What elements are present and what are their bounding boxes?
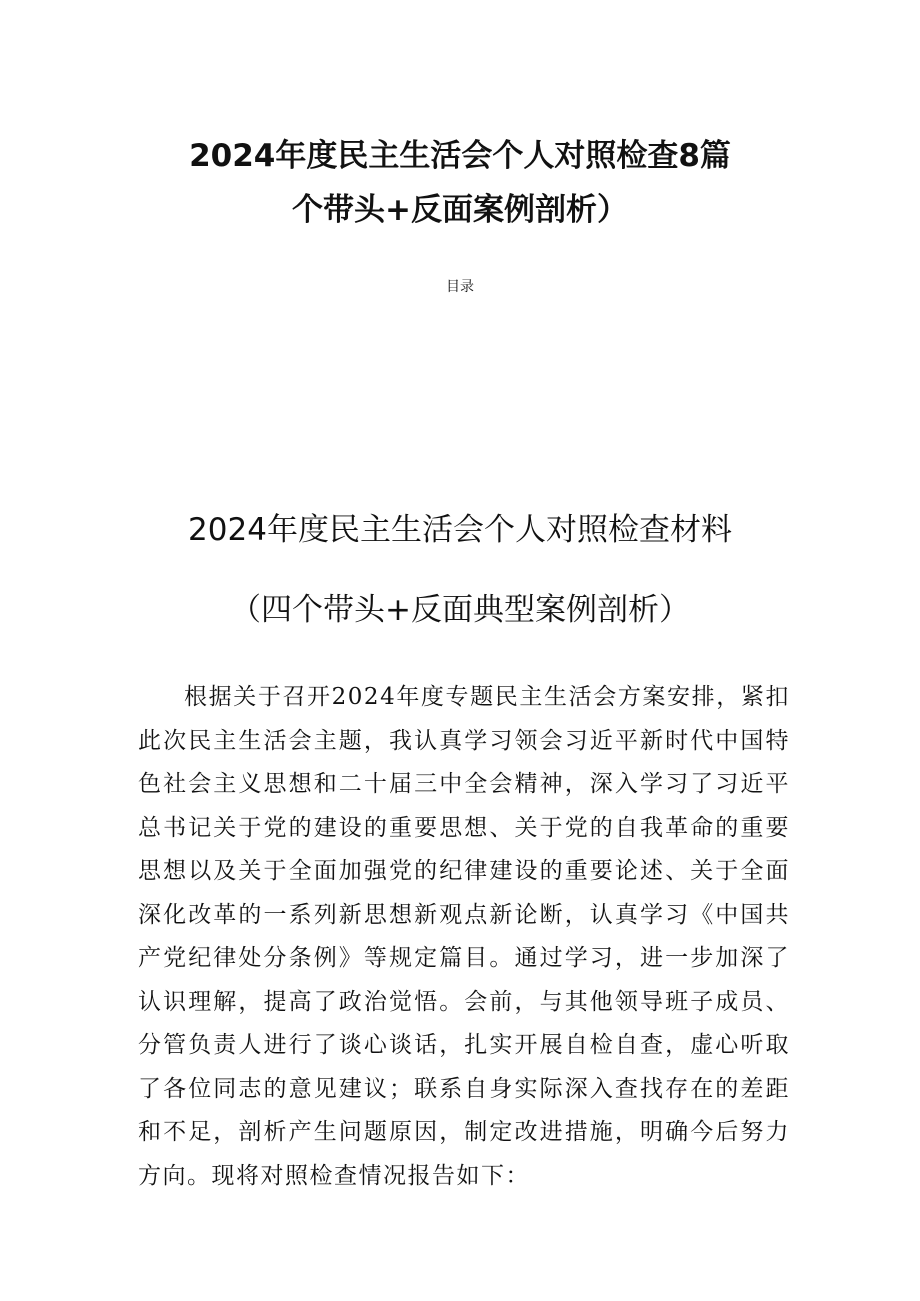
document-title-line-1: 2024年度民主生活会个人对照检查8篇 xyxy=(189,138,731,174)
section-title-line-1: 2024年度民主生活会个人对照检查材料 xyxy=(188,512,732,548)
section-body-paragraph: 根据关于召开2024年度专题民主生活会方案安排，紧扣此次民主生活会主题，我认真学习领会习近平新时代中国特色社会主义思想和二十届三中全会精神，深入学习了习近平总书记关于党的建设的重要思想、关于党的自我革命的重要思想以及关于全面加强党的纪律建设的重要论述、关于全面深化改革的一系列新思想新观点新论断，认真学习《中国共产党纪律处分条例》等规定篇目。通过学习，进一步加深了认识理解，提高了政治觉悟。会前，与其他领导班子成员、分管负责人进行了谈心谈话，扎实开展自检自查，虚心听取了各位同志的意见建议；联系自身实际深入查找存在的差距和不足，剖析产生问题原因，制定改进措施，明确今后努力方向。现将对照检查情况报告如下： xyxy=(138,684,790,1189)
document-title-line-2: 个带头+反面案例剖析） xyxy=(292,192,628,228)
table-of-contents-label: 目录 xyxy=(446,279,474,295)
section-title-line-2: （四个带头+反面典型案例剖析） xyxy=(230,592,690,628)
